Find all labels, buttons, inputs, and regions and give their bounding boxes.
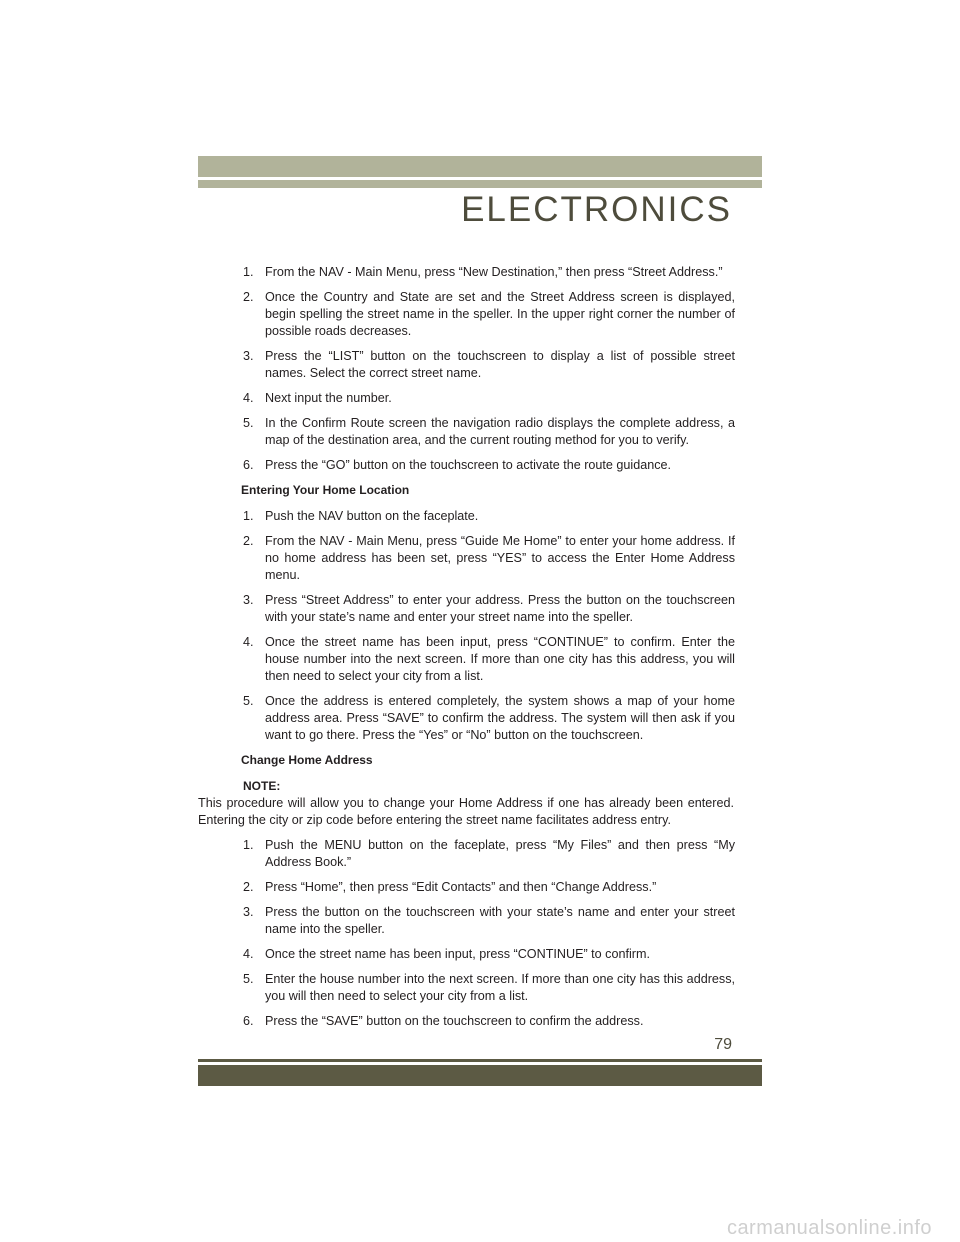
step-text: Once the Country and State are set and the Street Address screen is displayed, begin spelling the street name in the speller. In the upper right corner the number of possible roads decreases. bbox=[265, 290, 735, 338]
step-text: Press the “SAVE” button on the touchscreen to confirm the address. bbox=[265, 1014, 644, 1028]
step-text: Once the street name has been input, press “CONTINUE” to confirm. Enter the house number into the next screen. If more than one city has this address, you will then need to select your city from a list. bbox=[265, 635, 735, 683]
step-number: 1. bbox=[243, 838, 254, 852]
step-text: Push the MENU button on the faceplate, press “My Files” and then press “My Address Book.” bbox=[265, 838, 735, 869]
step-number: 2. bbox=[243, 534, 254, 548]
step-number: 4. bbox=[243, 635, 254, 649]
step-text: Once the address is entered completely, the system shows a map of your home address area. Press “SAVE” to confirm the address. The system will then ask if you want to go there. Press the “Yes” or “No” button on the touchscreen. bbox=[265, 694, 735, 742]
step-text: In the Confirm Route screen the navigation radio displays the complete address, a map of the destination area, and the current routing method for you to verify. bbox=[265, 416, 735, 447]
list-item bbox=[243, 904, 735, 938]
step-text: Press the “LIST” button on the touchscreen to display a list of possible street names. Select the correct street name. bbox=[265, 349, 735, 380]
list-item bbox=[243, 971, 735, 1005]
home-location-steps bbox=[243, 508, 735, 744]
list-item bbox=[243, 457, 735, 474]
step-number: 1. bbox=[243, 509, 254, 523]
note-label: NOTE: bbox=[243, 779, 281, 793]
step-text: Press “Street Address” to enter your address. Press the button on the touchscreen with your state’s name and enter your street name into the speller. bbox=[265, 593, 735, 624]
step-text: From the NAV - Main Menu, press “New Destination,” then press “Street Address.” bbox=[265, 265, 723, 279]
step-text: From the NAV - Main Menu, press “Guide Me Home” to enter your home address. If no home address has been set, press “YES” to access the Enter Home Address menu. bbox=[265, 534, 735, 582]
new-destination-steps bbox=[243, 264, 735, 474]
list-item bbox=[243, 508, 735, 525]
watermark: carmanualsonline.info bbox=[726, 1217, 932, 1239]
list-item bbox=[243, 634, 735, 685]
list-item bbox=[243, 264, 735, 281]
step-number: 5. bbox=[243, 972, 254, 986]
page-content bbox=[198, 264, 735, 1038]
step-text: Push the NAV button on the faceplate. bbox=[265, 509, 479, 523]
step-number: 3. bbox=[243, 593, 254, 607]
footer-rule bbox=[198, 1059, 762, 1062]
home-location-heading: Entering Your Home Location bbox=[241, 483, 410, 497]
change-home-heading: Change Home Address bbox=[241, 753, 373, 767]
header-bar bbox=[198, 156, 762, 177]
step-text: Enter the house number into the next screen. If more than one city has this address, you will then need to select your city from a list. bbox=[265, 972, 735, 1003]
step-text: Press “Home”, then press “Edit Contacts” and then “Change Address.” bbox=[265, 880, 657, 894]
list-item bbox=[243, 415, 735, 449]
list-item bbox=[243, 1013, 735, 1030]
step-number: 1. bbox=[243, 265, 254, 279]
list-item bbox=[243, 289, 735, 340]
section-title: ELECTRONICS bbox=[461, 190, 732, 229]
step-text: Once the street name has been input, press “CONTINUE” to confirm. bbox=[265, 947, 650, 961]
step-number: 6. bbox=[243, 1014, 254, 1028]
list-item bbox=[243, 879, 735, 896]
list-item bbox=[243, 348, 735, 382]
step-number: 4. bbox=[243, 947, 254, 961]
step-number: 3. bbox=[243, 905, 254, 919]
step-number: 2. bbox=[243, 290, 254, 304]
list-item bbox=[243, 693, 735, 744]
list-item bbox=[243, 946, 735, 963]
step-text: Press the “GO” button on the touchscreen to activate the route guidance. bbox=[265, 458, 672, 472]
list-item bbox=[243, 533, 735, 584]
header-rule bbox=[198, 180, 762, 188]
list-item bbox=[243, 390, 735, 407]
step-text: Press the button on the touchscreen with your state’s name and enter your street name into the speller. bbox=[265, 905, 735, 936]
list-item bbox=[243, 837, 735, 871]
change-address-steps bbox=[243, 837, 735, 1030]
footer-bar bbox=[198, 1065, 762, 1086]
step-number: 2. bbox=[243, 880, 254, 894]
step-number: 5. bbox=[243, 416, 254, 430]
step-text: Next input the number. bbox=[265, 391, 392, 405]
step-number: 3. bbox=[243, 349, 254, 363]
page-number: 79 bbox=[714, 1036, 732, 1053]
step-number: 4. bbox=[243, 391, 254, 405]
list-item bbox=[243, 592, 735, 626]
step-number: 6. bbox=[243, 458, 254, 472]
note-text: This procedure will allow you to change your Home Address if one has already been entered. Entering the city or zip code before entering the street name facilitates address entry. bbox=[198, 796, 734, 827]
step-number: 5. bbox=[243, 694, 254, 708]
